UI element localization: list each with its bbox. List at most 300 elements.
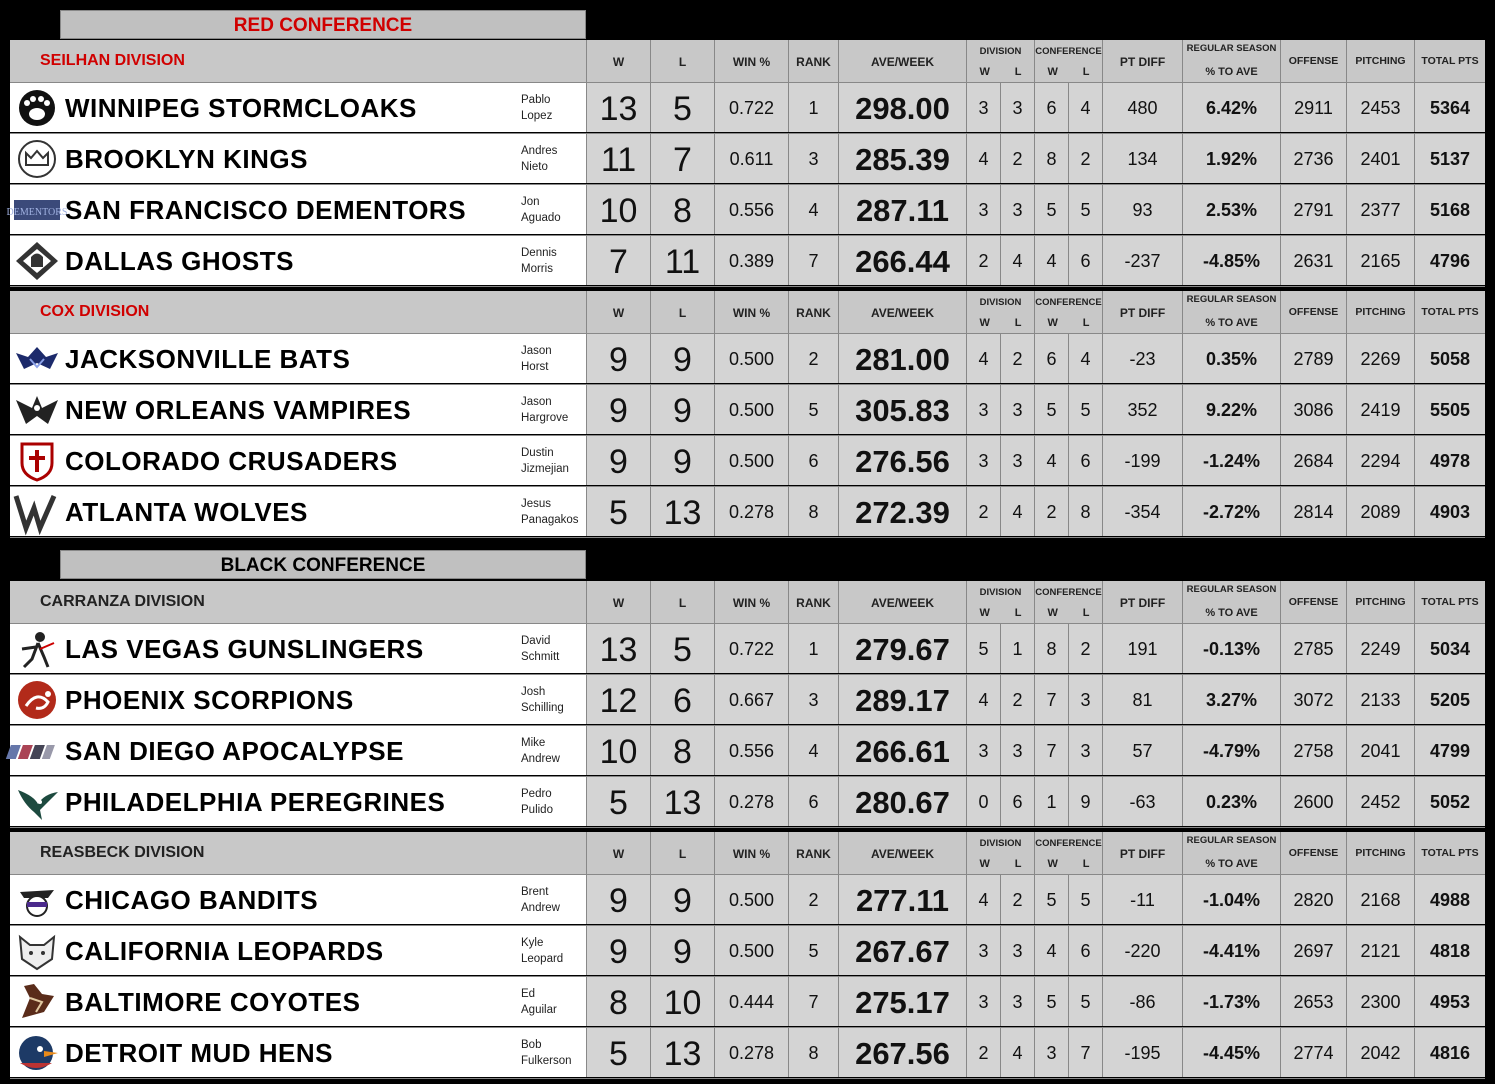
col-offense-header-label: OFFENSE xyxy=(1288,596,1339,608)
stat-diff: 93 xyxy=(1102,185,1182,234)
col-conference-header-l: L xyxy=(1082,66,1090,78)
stat-reg: -4.41% xyxy=(1182,926,1280,975)
col-conference-header-l: L xyxy=(1082,858,1090,870)
col-conference-header xyxy=(1034,40,1102,82)
col-wins-header xyxy=(586,291,650,333)
team-name: SAN DIEGO APOCALYPSE xyxy=(65,736,404,766)
stat-l: 9 xyxy=(650,436,714,485)
stat-rank: 5 xyxy=(788,385,838,434)
stat-dl: 3 xyxy=(1000,977,1034,1026)
stat-cl: 4 xyxy=(1068,83,1102,132)
owner-first-name: Jesus xyxy=(521,498,552,510)
stat-pct: 0.667 xyxy=(714,675,788,724)
team-row[interactable] xyxy=(10,385,1485,436)
stat-l: 5 xyxy=(650,83,714,132)
team-cell xyxy=(10,334,586,383)
stat-diff: -220 xyxy=(1102,926,1182,975)
col-rank-header-label: RANK xyxy=(796,596,831,610)
stat-l: 5 xyxy=(650,624,714,673)
stat-pit: 2249 xyxy=(1346,624,1414,673)
stat-rank: 6 xyxy=(788,436,838,485)
col-losses-header-label: L xyxy=(678,847,687,861)
col-offense-header xyxy=(1280,832,1346,874)
division-name: SEILHAN DIVISION xyxy=(40,52,185,69)
svg-text:DEMENTORS: DEMENTORS xyxy=(6,207,68,218)
stat-rank: 8 xyxy=(788,487,838,536)
stat-dl: 4 xyxy=(1000,1028,1034,1077)
stat-diff: -195 xyxy=(1102,1028,1182,1077)
stat-ave: 285.39 xyxy=(838,134,966,183)
stat-l: 13 xyxy=(650,777,714,826)
col-pitching-header-label: PITCHING xyxy=(1355,596,1406,608)
stat-tot: 5505 xyxy=(1414,385,1485,434)
stat-pct: 0.611 xyxy=(714,134,788,183)
team-owner xyxy=(521,935,563,967)
col-ave-header xyxy=(838,832,966,874)
team-cell xyxy=(10,977,586,1026)
stat-cw: 5 xyxy=(1034,977,1068,1026)
stat-reg: -4.45% xyxy=(1182,1028,1280,1077)
bat-icon xyxy=(14,339,60,379)
col-total-header-label: TOTAL PTS xyxy=(1421,847,1479,859)
col-division-header-label: DIVISION xyxy=(979,838,1022,849)
col-losses-header xyxy=(650,581,714,623)
stat-off: 2789 xyxy=(1280,334,1346,383)
division-header xyxy=(10,40,1485,83)
col-pitching-header-label: PITCHING xyxy=(1355,55,1406,67)
owner-last-name: Hargrove xyxy=(521,412,569,424)
stat-w: 5 xyxy=(586,1028,650,1077)
stat-tot: 4903 xyxy=(1414,487,1485,536)
owner-last-name: Pulido xyxy=(521,804,553,816)
team-owner xyxy=(521,684,564,716)
col-wins-header-label: W xyxy=(612,596,625,610)
stat-dw: 2 xyxy=(966,236,1000,285)
stat-diff: -237 xyxy=(1102,236,1182,285)
team-row[interactable] xyxy=(10,675,1485,726)
stat-diff: 134 xyxy=(1102,134,1182,183)
owner-last-name: Andrew xyxy=(521,902,560,914)
col-conference-header-w: W xyxy=(1047,317,1058,329)
owner-last-name: Schilling xyxy=(521,702,564,714)
team-cell xyxy=(10,875,586,924)
team-row[interactable] xyxy=(10,624,1485,675)
wolves-w-icon xyxy=(14,492,60,532)
col-division-header-l: L xyxy=(1014,858,1022,870)
col-division-header-w: W xyxy=(979,858,990,870)
stat-cl: 8 xyxy=(1068,487,1102,536)
stat-pct: 0.500 xyxy=(714,334,788,383)
scorpion-icon xyxy=(14,680,60,720)
col-ptdiff-header xyxy=(1102,40,1182,82)
col-conference-header xyxy=(1034,832,1102,874)
team-owner xyxy=(521,786,553,818)
stat-rank: 3 xyxy=(788,134,838,183)
col-rank-header xyxy=(788,581,838,623)
team-cell xyxy=(10,726,586,775)
ghost-diamond-icon xyxy=(14,241,60,281)
crown-icon xyxy=(14,139,60,179)
stat-off: 2758 xyxy=(1280,726,1346,775)
owner-first-name: Jason xyxy=(521,396,552,408)
col-ave-header xyxy=(838,581,966,623)
owner-last-name: Schmitt xyxy=(521,651,560,663)
stat-pit: 2419 xyxy=(1346,385,1414,434)
col-conference-header xyxy=(1034,581,1102,623)
stat-cl: 7 xyxy=(1068,1028,1102,1077)
team-owner xyxy=(521,633,559,665)
coyote-icon xyxy=(14,982,60,1022)
stat-reg: 0.35% xyxy=(1182,334,1280,383)
stat-reg: 3.27% xyxy=(1182,675,1280,724)
col-division-header xyxy=(966,581,1034,623)
stat-off: 2791 xyxy=(1280,185,1346,234)
stat-dw: 4 xyxy=(966,134,1000,183)
stat-ave: 280.67 xyxy=(838,777,966,826)
col-conference-header-label: CONFERENCE xyxy=(1035,297,1102,308)
bear-paw-icon xyxy=(14,88,60,128)
stat-dw: 4 xyxy=(966,675,1000,724)
team-owner xyxy=(521,194,561,226)
owner-first-name: Jason xyxy=(521,345,552,357)
stat-ave: 279.67 xyxy=(838,624,966,673)
crusader-shield-icon xyxy=(14,441,60,481)
conference-title: BLACK CONFERENCE xyxy=(60,550,586,579)
stat-ave: 267.67 xyxy=(838,926,966,975)
team-row[interactable] xyxy=(10,134,1485,185)
team-row[interactable] xyxy=(10,777,1485,828)
stat-cw: 4 xyxy=(1034,236,1068,285)
stat-pit: 2121 xyxy=(1346,926,1414,975)
stat-ave: 266.61 xyxy=(838,726,966,775)
col-rank-header xyxy=(788,40,838,82)
stat-off: 3086 xyxy=(1280,385,1346,434)
stat-dl: 3 xyxy=(1000,726,1034,775)
stat-dw: 3 xyxy=(966,726,1000,775)
stat-pit: 2089 xyxy=(1346,487,1414,536)
team-owner xyxy=(521,496,579,528)
stat-ave: 305.83 xyxy=(838,385,966,434)
stat-cw: 8 xyxy=(1034,134,1068,183)
owner-first-name: Jon xyxy=(521,196,540,208)
stat-tot: 5364 xyxy=(1414,83,1485,132)
team-row[interactable] xyxy=(10,487,1485,538)
team-row[interactable] xyxy=(10,875,1485,926)
col-conference-header-subheaders xyxy=(1035,66,1102,78)
col-conference-header-w: W xyxy=(1047,607,1058,619)
stat-pit: 2294 xyxy=(1346,436,1414,485)
team-name: LAS VEGAS GUNSLINGERS xyxy=(65,634,424,664)
stat-reg: -4.85% xyxy=(1182,236,1280,285)
col-pitching-header xyxy=(1346,832,1414,874)
stat-off: 2697 xyxy=(1280,926,1346,975)
division-name: CARRANZA DIVISION xyxy=(40,593,205,610)
stat-rank: 7 xyxy=(788,236,838,285)
regseason-bottom-label: % TO AVE xyxy=(1205,317,1258,329)
stat-diff: -23 xyxy=(1102,334,1182,383)
division-table xyxy=(10,291,1485,538)
stat-w: 11 xyxy=(586,134,650,183)
col-winpct-header xyxy=(714,832,788,874)
stat-off: 2631 xyxy=(1280,236,1346,285)
stat-reg: -2.72% xyxy=(1182,487,1280,536)
col-division-header-label: DIVISION xyxy=(979,46,1022,57)
stat-reg: 2.53% xyxy=(1182,185,1280,234)
col-rank-header-label: RANK xyxy=(796,847,831,861)
team-row[interactable] xyxy=(10,436,1485,487)
stat-pct: 0.500 xyxy=(714,875,788,924)
col-ptdiff-header-label: PT DIFF xyxy=(1119,55,1166,69)
col-winpct-header-label: WIN % xyxy=(732,55,771,69)
stat-pit: 2165 xyxy=(1346,236,1414,285)
vampire-bat-icon xyxy=(14,390,60,430)
stat-dl: 1 xyxy=(1000,624,1034,673)
col-offense-header xyxy=(1280,581,1346,623)
stat-tot: 4796 xyxy=(1414,236,1485,285)
stat-tot: 5052 xyxy=(1414,777,1485,826)
stat-pct: 0.556 xyxy=(714,185,788,234)
col-pitching-header xyxy=(1346,291,1414,333)
division-table xyxy=(10,832,1485,1079)
col-losses-header-label: L xyxy=(678,596,687,610)
col-division-header xyxy=(966,832,1034,874)
col-wins-header xyxy=(586,832,650,874)
stat-ave: 289.17 xyxy=(838,675,966,724)
stat-pit: 2377 xyxy=(1346,185,1414,234)
stat-rank: 6 xyxy=(788,777,838,826)
col-division-header-label: DIVISION xyxy=(979,587,1022,598)
col-conference-header-w: W xyxy=(1047,66,1058,78)
stat-off: 2911 xyxy=(1280,83,1346,132)
stat-diff: -354 xyxy=(1102,487,1182,536)
col-ptdiff-header xyxy=(1102,832,1182,874)
col-total-header xyxy=(1414,40,1485,82)
stat-reg: -1.73% xyxy=(1182,977,1280,1026)
col-losses-header xyxy=(650,291,714,333)
team-owner xyxy=(521,445,569,477)
owner-first-name: Mike xyxy=(521,737,546,749)
stat-l: 10 xyxy=(650,977,714,1026)
stat-ave: 266.44 xyxy=(838,236,966,285)
col-wins-header-label: W xyxy=(612,306,625,320)
owner-first-name: Dustin xyxy=(521,447,554,459)
stat-dw: 2 xyxy=(966,1028,1000,1077)
stat-ave: 275.17 xyxy=(838,977,966,1026)
team-row[interactable] xyxy=(6,185,1485,236)
stat-cl: 5 xyxy=(1068,977,1102,1026)
stat-pit: 2041 xyxy=(1346,726,1414,775)
col-division-header-subheaders xyxy=(967,66,1034,78)
team-owner xyxy=(521,245,557,277)
stat-ave: 277.11 xyxy=(838,875,966,924)
stat-ave: 281.00 xyxy=(838,334,966,383)
leopard-icon xyxy=(14,931,60,971)
team-name: SAN FRANCISCO DEMENTORS xyxy=(65,195,467,225)
stat-cw: 6 xyxy=(1034,334,1068,383)
stat-pit: 2300 xyxy=(1346,977,1414,1026)
stat-pct: 0.278 xyxy=(714,777,788,826)
stat-diff: -11 xyxy=(1102,875,1182,924)
stat-pit: 2133 xyxy=(1346,675,1414,724)
owner-last-name: Lopez xyxy=(521,110,553,122)
stat-cw: 8 xyxy=(1034,624,1068,673)
team-row[interactable] xyxy=(10,236,1485,287)
stat-dl: 3 xyxy=(1000,185,1034,234)
owner-last-name: Jizmejian xyxy=(521,463,569,475)
stat-off: 2785 xyxy=(1280,624,1346,673)
stat-rank: 8 xyxy=(788,1028,838,1077)
stat-w: 7 xyxy=(586,236,650,285)
stat-l: 13 xyxy=(650,1028,714,1077)
team-cell xyxy=(10,487,586,536)
col-offense-header-label: OFFENSE xyxy=(1288,847,1339,859)
stat-cl: 2 xyxy=(1068,624,1102,673)
col-rank-header-label: RANK xyxy=(796,306,831,320)
mud-hen-icon xyxy=(14,1033,60,1073)
team-cell xyxy=(10,83,586,132)
stat-reg: 9.22% xyxy=(1182,385,1280,434)
stat-pct: 0.278 xyxy=(714,1028,788,1077)
team-row[interactable] xyxy=(10,926,1485,977)
stat-dl: 3 xyxy=(1000,926,1034,975)
owner-last-name: Aguado xyxy=(521,212,561,224)
stat-l: 13 xyxy=(650,487,714,536)
stat-cw: 5 xyxy=(1034,185,1068,234)
stat-dl: 2 xyxy=(1000,134,1034,183)
team-row[interactable] xyxy=(10,977,1485,1028)
stat-cl: 6 xyxy=(1068,926,1102,975)
stat-pit: 2168 xyxy=(1346,875,1414,924)
col-division-header-w: W xyxy=(979,607,990,619)
stat-reg: -1.04% xyxy=(1182,875,1280,924)
team-cell xyxy=(10,134,586,183)
stat-l: 8 xyxy=(650,726,714,775)
stat-cw: 5 xyxy=(1034,385,1068,434)
stat-dw: 3 xyxy=(966,385,1000,434)
stat-w: 12 xyxy=(586,675,650,724)
stat-l: 11 xyxy=(650,236,714,285)
stat-dl: 2 xyxy=(1000,334,1034,383)
team-name: DETROIT MUD HENS xyxy=(65,1038,333,1068)
stat-pct: 0.278 xyxy=(714,487,788,536)
team-cell xyxy=(10,236,586,285)
owner-first-name: Josh xyxy=(521,686,546,698)
team-name: DALLAS GHOSTS xyxy=(65,246,294,276)
col-total-header xyxy=(1414,291,1485,333)
team-cell xyxy=(10,624,586,673)
stat-cl: 2 xyxy=(1068,134,1102,183)
stat-w: 9 xyxy=(586,436,650,485)
team-row[interactable] xyxy=(10,83,1485,134)
regseason-top-label: REGULAR SEASON xyxy=(1186,43,1277,54)
col-winpct-header xyxy=(714,581,788,623)
col-regseason-header xyxy=(1182,291,1280,333)
team-owner xyxy=(521,986,557,1018)
stat-diff: -199 xyxy=(1102,436,1182,485)
stat-rank: 1 xyxy=(788,83,838,132)
stat-dl: 3 xyxy=(1000,436,1034,485)
stat-off: 2653 xyxy=(1280,977,1346,1026)
stat-tot: 4978 xyxy=(1414,436,1485,485)
regseason-top-label: REGULAR SEASON xyxy=(1186,294,1277,305)
col-division-header xyxy=(966,291,1034,333)
stat-cw: 3 xyxy=(1034,1028,1068,1077)
owner-first-name: Ed xyxy=(521,988,536,1000)
stat-cw: 4 xyxy=(1034,436,1068,485)
col-total-header xyxy=(1414,581,1485,623)
team-row[interactable] xyxy=(10,1028,1485,1079)
team-owner xyxy=(521,884,560,916)
col-ave-header-label: AVE/WEEK xyxy=(870,847,935,861)
stat-l: 9 xyxy=(650,334,714,383)
owner-first-name: Kyle xyxy=(521,937,544,949)
stat-off: 2820 xyxy=(1280,875,1346,924)
stat-rank: 2 xyxy=(788,334,838,383)
owner-first-name: Brent xyxy=(521,886,549,898)
team-cell xyxy=(10,675,586,724)
col-winpct-header xyxy=(714,40,788,82)
stat-w: 8 xyxy=(586,977,650,1026)
owner-first-name: Bob xyxy=(521,1039,542,1051)
stat-dw: 5 xyxy=(966,624,1000,673)
col-wins-header xyxy=(586,581,650,623)
col-conference-header-l: L xyxy=(1082,607,1090,619)
stat-w: 13 xyxy=(586,624,650,673)
division-table xyxy=(10,581,1485,828)
stat-cl: 5 xyxy=(1068,875,1102,924)
division-name: REASBECK DIVISION xyxy=(40,844,205,861)
horsemen-icon xyxy=(14,731,60,771)
stat-rank: 1 xyxy=(788,624,838,673)
col-conference-header-subheaders xyxy=(1035,858,1102,870)
team-name: WINNIPEG STORMCLOAKS xyxy=(65,93,417,123)
stat-dw: 3 xyxy=(966,185,1000,234)
col-offense-header xyxy=(1280,291,1346,333)
col-winpct-header xyxy=(714,291,788,333)
stat-cw: 1 xyxy=(1034,777,1068,826)
col-conference-header xyxy=(1034,291,1102,333)
team-owner xyxy=(521,92,552,124)
stat-dl: 4 xyxy=(1000,487,1034,536)
stat-pct: 0.500 xyxy=(714,926,788,975)
col-conference-header-subheaders xyxy=(1035,317,1102,329)
team-cell xyxy=(10,1028,586,1077)
col-division-header-w: W xyxy=(979,317,990,329)
col-wins-header-label: W xyxy=(612,847,625,861)
stat-pit: 2453 xyxy=(1346,83,1414,132)
col-regseason-header xyxy=(1182,581,1280,623)
stat-tot: 5058 xyxy=(1414,334,1485,383)
stat-ave: 267.56 xyxy=(838,1028,966,1077)
stat-off: 2684 xyxy=(1280,436,1346,485)
col-regseason-header xyxy=(1182,40,1280,82)
stat-l: 7 xyxy=(650,134,714,183)
stat-cl: 5 xyxy=(1068,385,1102,434)
stat-w: 10 xyxy=(586,185,650,234)
stat-pct: 0.500 xyxy=(714,436,788,485)
stat-cl: 4 xyxy=(1068,334,1102,383)
team-row[interactable] xyxy=(10,726,1485,777)
stat-tot: 4799 xyxy=(1414,726,1485,775)
team-name: BROOKLYN KINGS xyxy=(65,144,308,174)
team-cell xyxy=(10,385,586,434)
dementors-wordmark-icon xyxy=(6,190,68,230)
division-table xyxy=(6,40,1485,287)
team-row[interactable] xyxy=(10,334,1485,385)
col-pitching-header-label: PITCHING xyxy=(1355,847,1406,859)
col-pitching-header xyxy=(1346,581,1414,623)
stat-cl: 3 xyxy=(1068,726,1102,775)
